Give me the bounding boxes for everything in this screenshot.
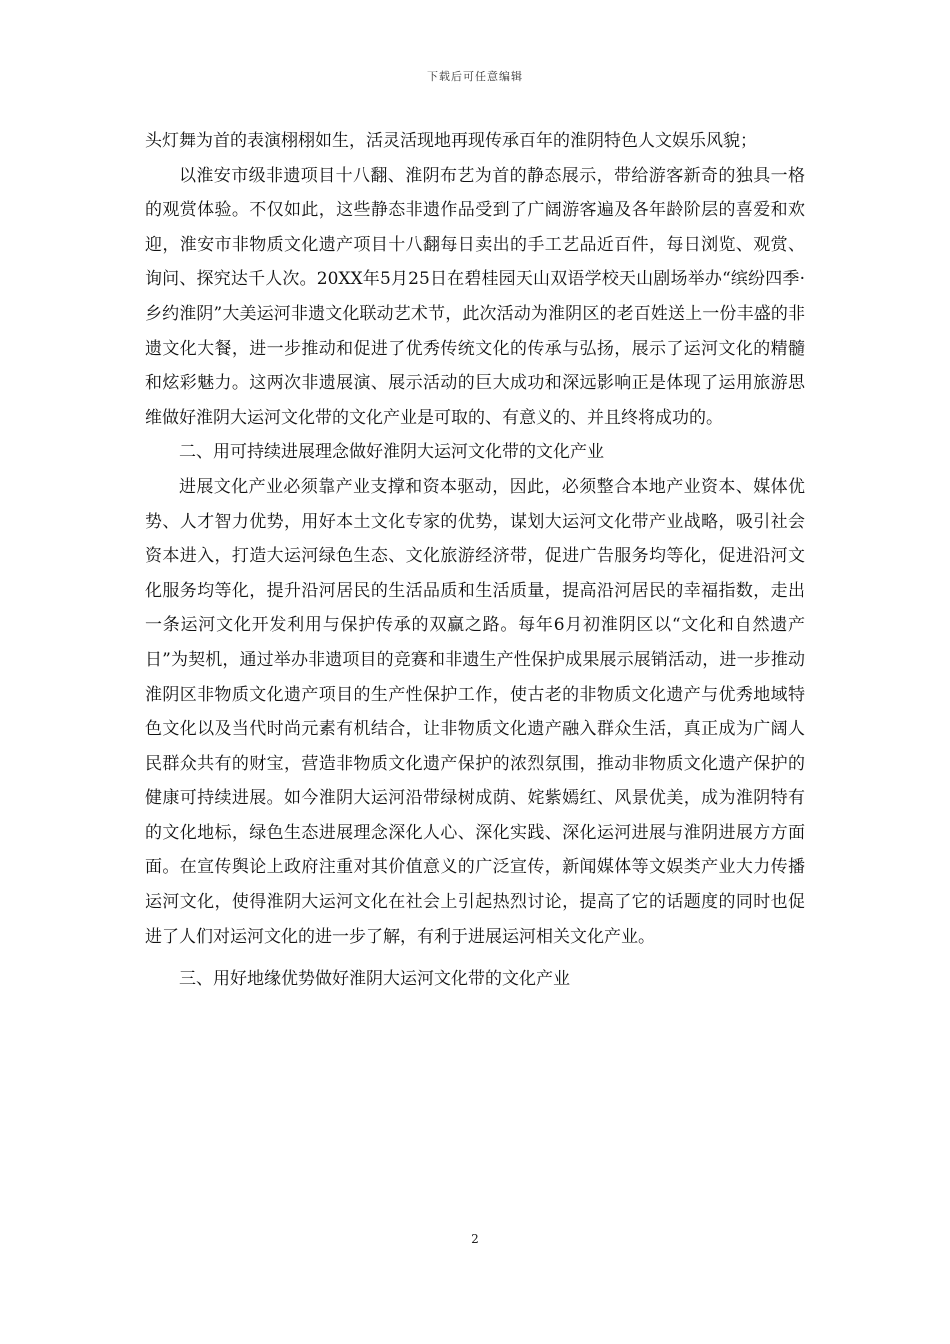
document-body	[145, 124, 805, 997]
section-heading-2: 二、用可持续进展理念做好淮阴大运河文化带的文化产业	[179, 442, 604, 463]
section-heading-3: 三、用好地缘优势做好淮阴大运河文化带的文化产业	[179, 969, 570, 990]
paragraph-static-display: 以淮安市级非遗项目十八翻、淮阴布艺为首的静态展示，带给游客新奇的独具一格的观赏体验。不仅如此，这些静态非遗作品受到了广阔游客遍及各年龄阶层的喜爱和欢迎，淮安市非物质文化遗产项目十八翻每日卖出的手工艺品近百件，每日浏览、观赏、询问、探究达千人次。20XX年5月25日在碧桂园天山双语学校天山剧场举办“缤纷四季·乡约淮阴”大美运河非遗文化联动艺术节，此次活动为淮阴区的老百姓送上一份丰盛的非遗文化大餐，进一步推动和促进了优秀传统文化的传承与弘扬，展示了运河文化的精髓和炫彩魅力。这两次非遗展演、展示活动的巨大成功和深远影响正是体现了运用旅游思维做好淮阴大运河文化带的文化产业是可取的、有意义的、并且终将成功的。	[145, 165, 805, 428]
page-number: 2	[471, 1232, 479, 1246]
paragraph-continuation: 头灯舞为首的表演栩栩如生，活灵活现地再现传承百年的淮阴特色人文娱乐风貌；	[145, 131, 757, 151]
paragraph-sustainable-development: 进展文化产业必须靠产业支撑和资本驱动，因此，必须整合本地产业资本、媒体优势、人才智力优势，用好本土文化专家的优势，谋划大运河文化带产业战略，吸引社会资本进入，打造大运河绿色生态、文化旅游经济带，促进广告服务均等化，促进沿河文化服务均等化，提升沿河居民的生活品质和生活质量，提高沿河居民的幸福指数，走出一条运河文化开发利用与保护传承的双赢之路。每年6月初淮阴区以“文化和自然遗产日”为契机，通过举办非遗项目的竞赛和非遗生产性保护成果展示展销活动，进一步推动淮阴区非物质文化遗产项目的生产性保护工作，使古老的非物质文化遗产与优秀地域特色文化以及当代时尚元素有机结合，让非物质文化遗产融入群众生活，真正成为广阔人民群众共有的财宝，营造非物质文化遗产保护的浓烈氛围，推动非物质文化遗产保护的健康可持续进展。如今淮阴大运河沿带绿树成荫、姹紫嫣红、风景优美，成为淮阴特有的文化地标，绿色生态进展理念深化人心、深化实践、深化运河进展与淮阴进展方方面面。在宣传舆论上政府注重对其价值意义的广泛宣传，新闻媒体等文娱类产业大力传播运河文化，使得淮阴大运河文化在社会上引起热烈讨论，提高了它的话题度的同时也促进了人们对运河文化的进一步了解，有利于进展运河相关文化产业。	[145, 476, 805, 947]
page-header: 下载后可任意编辑	[427, 70, 523, 83]
